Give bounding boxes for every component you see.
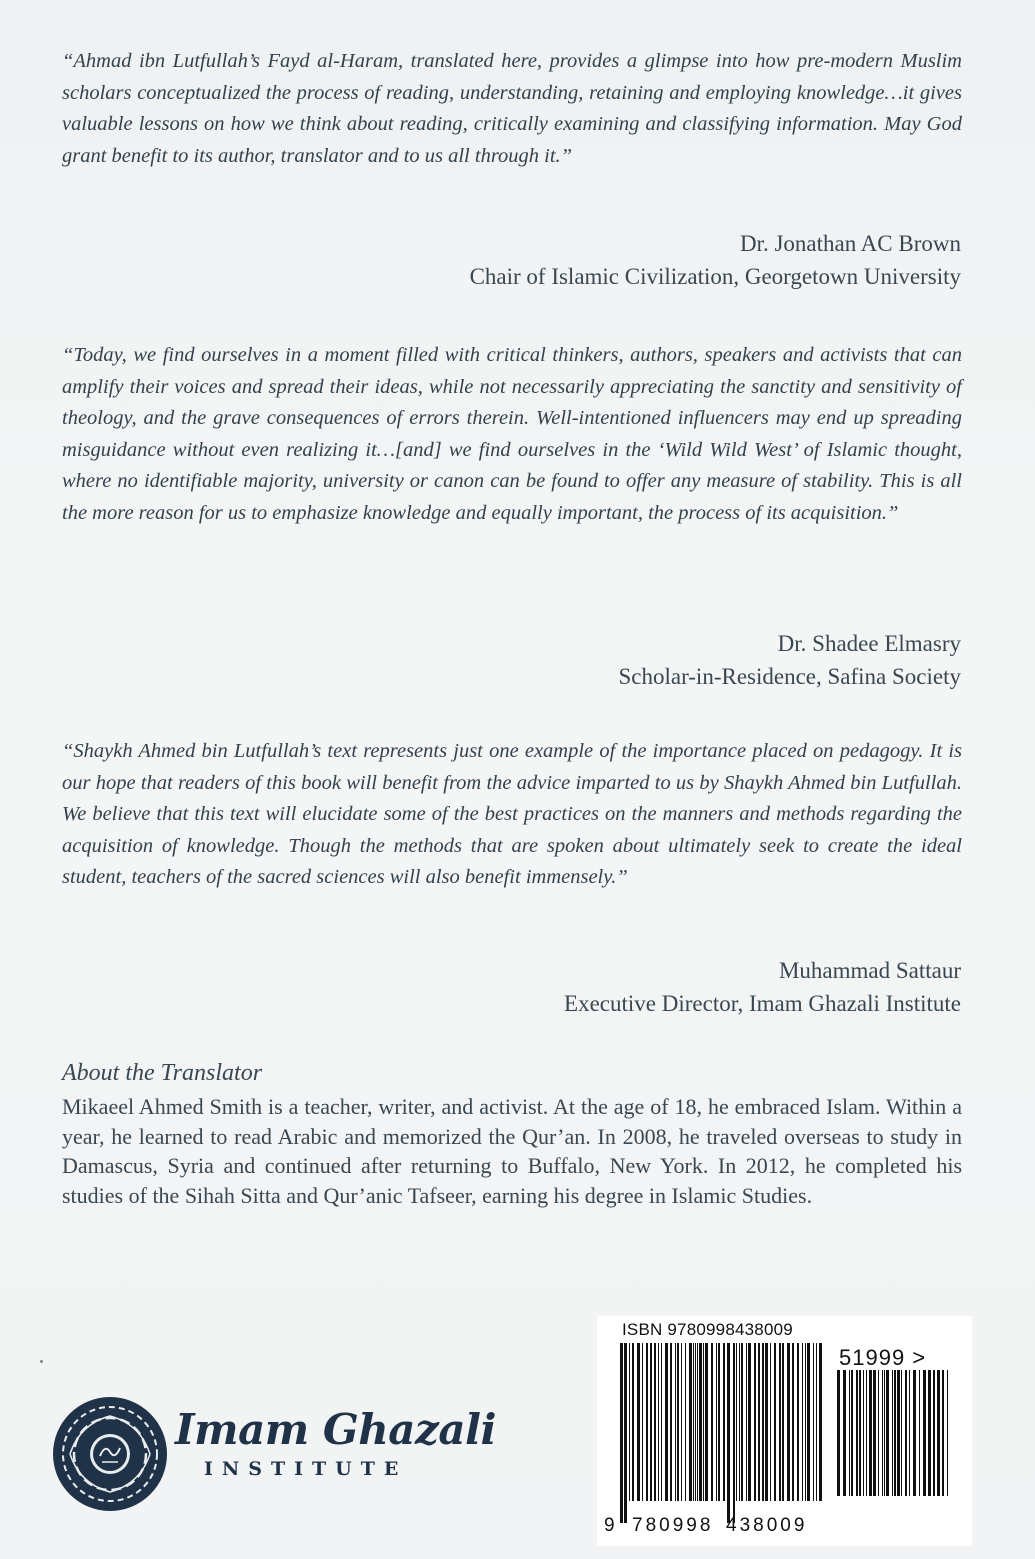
price-addon-barcode bbox=[837, 1370, 952, 1518]
barcode-bar bbox=[748, 1343, 751, 1501]
barcode-bar bbox=[727, 1343, 730, 1523]
blurb-author-name: Dr. Jonathan AC Brown bbox=[739, 231, 961, 256]
isbn-label: ISBN 9780998438009 bbox=[622, 1320, 793, 1339]
blurb-quote-1: “Ahmad ibn Lutfullah’s Fayd al-Haram, translated here, provides a glimpse into how pre-modern Muslim scholars conceptualized the process of reading, understanding, retaining and employing knowledge…it gives valuable lessons on how we think about reading, critically examining and classifying information. May God grant benefit to its author, translator and to us all through it.” bbox=[62, 50, 962, 167]
barcode-bar bbox=[859, 1370, 861, 1496]
barcode-bar bbox=[947, 1370, 948, 1496]
blurb-author-title: Chair of Islamic Civilization, Georgetown University bbox=[469, 263, 961, 289]
blurb-attribution-1 bbox=[470, 228, 961, 293]
barcode-bar bbox=[650, 1343, 652, 1501]
barcode-bar bbox=[797, 1343, 799, 1501]
barcode-bar bbox=[695, 1343, 696, 1501]
barcode-bar bbox=[805, 1343, 806, 1501]
barcode-bar bbox=[675, 1343, 676, 1501]
barcode-bar bbox=[851, 1370, 853, 1496]
ean-barcode bbox=[620, 1343, 825, 1523]
barcode-bar bbox=[632, 1343, 634, 1501]
barcode-bar bbox=[711, 1343, 713, 1501]
barcode-bar bbox=[754, 1343, 756, 1501]
barcode-bar bbox=[782, 1343, 784, 1501]
barcode-bar bbox=[813, 1343, 814, 1501]
barcode-bar bbox=[739, 1343, 740, 1501]
blurb-quote-3: “Shaykh Ahmed bin Lutfullah’s text represents just one example of the importance placed on pedagogy. It is our hope that readers of this book will benefit from the advice imparted to us by Shaykh Ahmed bin Lutfullah. We believe that this text will elucidate some of the best practices on the manners and methods regarding the acquisition of knowledge. Though the methods that are spoken about ultimately seek to create the ideal student, teachers of the sacred sciences will also benefit immensely.” bbox=[62, 740, 962, 888]
barcode-bar bbox=[837, 1370, 840, 1496]
price-code: 51999 > bbox=[839, 1345, 927, 1370]
barcode-bar bbox=[620, 1343, 623, 1523]
publisher-name: Imam Ghazali bbox=[175, 1405, 496, 1454]
barcode-bar bbox=[758, 1343, 760, 1501]
blurb-author-name: Dr. Shadee Elmasry bbox=[777, 631, 961, 656]
barcode-bar bbox=[897, 1370, 900, 1496]
publisher-emblem-icon bbox=[50, 1394, 170, 1514]
barcode-bar bbox=[774, 1343, 776, 1501]
blurb-author-title: Scholar-in-Residence, Safina Society bbox=[618, 663, 961, 689]
barcode-bar bbox=[624, 1343, 627, 1523]
barcode-bar bbox=[705, 1343, 708, 1501]
barcode-bar bbox=[703, 1343, 704, 1501]
barcode-bar bbox=[802, 1343, 803, 1501]
barcode-bar bbox=[843, 1370, 846, 1496]
about-heading: About the Translator bbox=[62, 1060, 263, 1086]
barcode-bar bbox=[723, 1343, 725, 1501]
blurb-quote-2: “Today, we find ourselves in a moment filled with critical thinkers, authors, speakers and activists that can amplify their voices and spread their ideas, while not necessarily appreciating the sanctity and sensitivity of theology, and the grave consequences of errors therein. Well-intentioned influencers may end up spreading misguidance without even realizing it…[and] we find ourselves in the ‘Wild Wild West’ of Islamic thought, where no identifiable majority, university or canon can be found to offer any measure of stability. This is all the more reason for us to emphasize knowledge and equally important, the process of its acquisition.” bbox=[62, 344, 962, 524]
speck bbox=[40, 1360, 43, 1363]
barcode-bar bbox=[637, 1343, 640, 1501]
barcode-bar bbox=[869, 1370, 872, 1496]
ean-digits-left: 780998 bbox=[632, 1515, 714, 1536]
blurb-attribution-3 bbox=[564, 955, 961, 1020]
barcode-bar bbox=[736, 1343, 737, 1501]
barcode-bar bbox=[816, 1343, 817, 1501]
barcode-bar bbox=[913, 1370, 916, 1496]
barcode-bar bbox=[762, 1343, 764, 1501]
barcode-bar bbox=[937, 1370, 940, 1496]
barcode-bar bbox=[677, 1343, 679, 1501]
barcode-bar bbox=[746, 1343, 747, 1501]
barcode-bar bbox=[718, 1343, 720, 1501]
barcode-bar bbox=[866, 1370, 867, 1496]
barcode-bar bbox=[681, 1343, 682, 1501]
barcode-bar bbox=[689, 1343, 692, 1501]
publisher-subtitle: INSTITUTE bbox=[204, 1458, 408, 1480]
barcode-bar bbox=[919, 1370, 920, 1496]
blurb-attribution-2 bbox=[618, 628, 961, 693]
barcode-bar bbox=[741, 1343, 743, 1501]
barcode-bar bbox=[928, 1370, 931, 1496]
barcode-bar bbox=[909, 1370, 910, 1496]
barcode-bar bbox=[905, 1370, 907, 1496]
blurb-author-name: Muhammad Sattaur bbox=[778, 958, 961, 983]
barcode-bar bbox=[884, 1370, 885, 1496]
barcode-bar bbox=[933, 1370, 935, 1496]
barcode-bar bbox=[779, 1343, 781, 1501]
ean-digits-right: 438009 bbox=[726, 1515, 808, 1536]
barcode-bar bbox=[882, 1370, 883, 1496]
barcode-bar bbox=[849, 1370, 850, 1496]
barcode-bar bbox=[901, 1370, 902, 1496]
barcode-bar bbox=[792, 1343, 794, 1501]
barcode-bar bbox=[878, 1370, 879, 1496]
barcode-bar bbox=[873, 1370, 876, 1496]
barcode-bar bbox=[886, 1370, 889, 1496]
barcode-bar bbox=[685, 1343, 686, 1501]
barcode-bar bbox=[863, 1370, 864, 1496]
barcode-bar bbox=[894, 1370, 896, 1496]
barcode-bar bbox=[942, 1370, 944, 1496]
barcode-bar bbox=[665, 1343, 668, 1501]
barcode-bar bbox=[658, 1343, 659, 1501]
barcode-bar bbox=[670, 1343, 672, 1501]
barcode-bar bbox=[716, 1343, 717, 1501]
barcode-bar bbox=[733, 1343, 735, 1523]
barcode-bar bbox=[629, 1343, 630, 1501]
barcode-bar bbox=[642, 1343, 643, 1501]
ean-digit-first: 9 bbox=[604, 1515, 615, 1536]
blurb-author-title: Executive Director, Imam Ghazali Institute bbox=[564, 990, 961, 1016]
barcode-bar bbox=[697, 1343, 698, 1501]
barcode-bar bbox=[770, 1343, 771, 1501]
barcode-bar bbox=[787, 1343, 790, 1501]
about-body: Mikaeel Ahmed Smith is a teacher, writer, and activist. At the age of 18, he embraced Islam. Within a year, he learned to read Arabic and memorized the Qur’an. In 2008, he traveled overseas to study in Damascus, Syria and continued after returning to Buffalo, New York. In 2012, he completed his studies of the Sihah Sitta and Qur’anic Tafseer, earning his degree in Islamic Studies. bbox=[62, 1094, 962, 1208]
barcode-bar bbox=[807, 1343, 810, 1501]
barcode-bar bbox=[923, 1370, 926, 1496]
barcode-bar bbox=[693, 1343, 694, 1501]
barcode-bar bbox=[646, 1343, 648, 1501]
barcode-bar bbox=[819, 1343, 822, 1501]
barcode-bar bbox=[892, 1370, 893, 1496]
barcode-bar bbox=[765, 1343, 768, 1501]
barcode-bar bbox=[661, 1343, 662, 1501]
barcode-bar bbox=[654, 1343, 656, 1501]
barcode-bar bbox=[856, 1370, 858, 1496]
barcode-bar bbox=[699, 1343, 702, 1501]
